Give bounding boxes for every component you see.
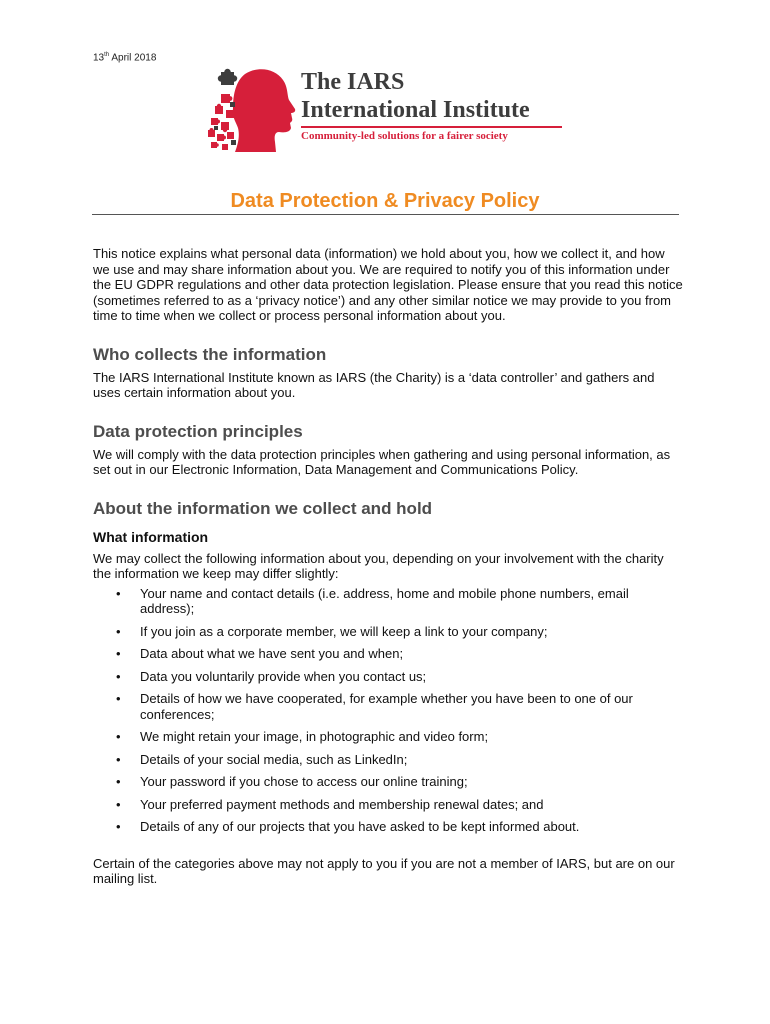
profile-puzzle-icon	[205, 66, 297, 152]
list-item-text: If you join as a corporate member, we will keep a link to your company;	[140, 623, 548, 639]
intro-paragraph: This notice explains what personal data (information) we hold about you, how we collect it, and how we use and may share information about you. We are required to notify you of this information under the EU GDPR regulations and other data protection legislation. Please ensure that you read this notice (sometimes referred to as a ‘privacy notice’) and any other similar notice we may provide to you from time to time when we collect or process personal information about you.	[93, 246, 683, 323]
list-item	[93, 646, 683, 662]
list-item-text: Details of any of our projects that you have asked to be kept informed about.	[140, 819, 580, 834]
about-heading: About the information we collect and hold	[93, 498, 433, 518]
date-month-year: April 2018	[109, 52, 157, 64]
date-suffix: th	[104, 52, 110, 58]
what-information-subheading: What information	[93, 528, 209, 545]
list-item-text: Details of how we have cooperated, for example whether you have been to one of our conferences;	[140, 691, 633, 722]
bullet-icon: •	[116, 646, 121, 661]
logo-wordmark	[301, 68, 530, 124]
list-item-text: Data you voluntarily provide when you contact us;	[140, 668, 427, 684]
information-list	[93, 586, 683, 835]
what-information-paragraph: We may collect the following information about you, depending on your involvement with the charity the information we keep may differ slightly:	[93, 550, 664, 581]
list-item-text: Data about what we have sent you and when;	[140, 646, 404, 661]
page-title: Data Protection & Privacy Policy	[230, 190, 540, 212]
list-item	[93, 752, 683, 768]
list-item	[93, 691, 683, 722]
bullet-icon: •	[116, 819, 121, 834]
document-date	[93, 52, 156, 63]
bullet-icon: •	[116, 796, 121, 812]
list-item	[93, 624, 683, 640]
bullet-icon: •	[116, 729, 121, 744]
bullet-icon: •	[116, 623, 121, 639]
list-item	[93, 774, 683, 790]
logo-line-2: International Institute	[301, 97, 530, 123]
logo-tagline: Community-led solutions for a fairer society	[301, 130, 508, 142]
principles-heading: Data protection principles	[93, 421, 303, 441]
logo-underline	[301, 126, 562, 128]
list-item	[93, 669, 683, 685]
list-item	[93, 797, 683, 813]
bullet-icon: •	[116, 668, 121, 684]
who-collects-heading: Who collects the information	[93, 344, 327, 364]
list-item-text: Your name and contact details (i.e. address, home and mobile phone numbers, email address);	[140, 585, 629, 616]
who-collects-paragraph: The IARS International Institute known as IARS (the Charity) is a ‘data controller’ and gathers and uses certain information about you.	[93, 369, 655, 400]
list-item-text: Details of your social media, such as LinkedIn;	[140, 751, 408, 767]
logo-line-1: The IARS	[301, 69, 405, 95]
list-item	[93, 586, 683, 617]
bullet-icon: •	[116, 774, 121, 789]
list-item-text: Your password if you chose to access our online training;	[140, 774, 468, 789]
list-item	[93, 819, 683, 835]
iars-logo	[205, 66, 575, 152]
principles-paragraph: We will comply with the data protection principles when gathering and using personal information, as set out in our Electronic Information, Data Management and Communications Policy.	[93, 446, 671, 477]
bullet-icon: •	[116, 691, 121, 706]
bullet-icon: •	[116, 751, 121, 767]
closing-paragraph: Certain of the categories above may not apply to you if you are not a member of IARS, but are on our mailing list.	[93, 855, 675, 886]
date-day: 13	[93, 52, 105, 64]
list-item	[93, 729, 683, 745]
policy-body	[93, 246, 683, 887]
list-item-text: We might retain your image, in photographic and video form;	[140, 729, 489, 744]
list-item-text: Your preferred payment methods and membership renewal dates; and	[140, 796, 544, 812]
title-divider	[92, 214, 679, 215]
bullet-icon: •	[116, 585, 121, 601]
